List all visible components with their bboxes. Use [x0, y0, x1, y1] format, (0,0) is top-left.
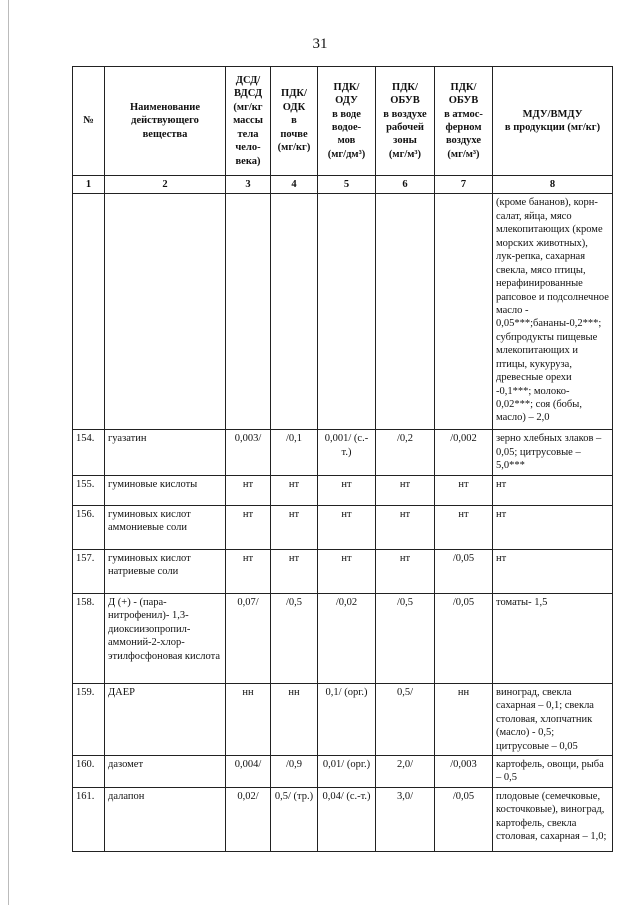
- header-pdk-water: [318, 67, 376, 176]
- header-line: водое-: [331, 122, 362, 133]
- page-edge-line: [8, 0, 9, 905]
- cell-name: гуминовых кислот натриевые соли: [105, 549, 226, 593]
- cell-air-work: /0,2: [376, 430, 435, 475]
- table-row: [73, 430, 613, 475]
- header-line: в воде: [332, 108, 361, 120]
- cell-name: ДАЕР: [105, 683, 226, 755]
- table-row: [73, 683, 613, 755]
- cell-num: 159.: [73, 683, 105, 755]
- header-line: ДСД/: [235, 74, 261, 86]
- cell-pdk-soil: /0,9: [271, 755, 318, 787]
- colnum: 2: [105, 176, 226, 194]
- cell-pdk-water: /0,02: [318, 593, 376, 683]
- table-row: [73, 549, 613, 593]
- cell-name: гуминовых кислот аммониевые соли: [105, 505, 226, 549]
- cell-num: 157.: [73, 549, 105, 593]
- cell-pdk-water: 0,1/ (орг.): [318, 683, 376, 755]
- cell-dsd: нн: [226, 683, 271, 755]
- cell-name: гуазатин: [105, 430, 226, 475]
- cell-num: 155.: [73, 475, 105, 505]
- table-row: [73, 787, 613, 851]
- cell-num: 160.: [73, 755, 105, 787]
- cell-air-work: нт: [376, 549, 435, 593]
- header-line: (мг/дм³): [327, 148, 366, 160]
- cell-name: гуминовые кислоты: [105, 475, 226, 505]
- cell-pdk-water: нт: [318, 505, 376, 549]
- cell-air-work: нт: [376, 475, 435, 505]
- cell-pdk-water: 0,001/ (с.-т.): [318, 430, 376, 475]
- cell-pdk-water: 0,01/ (орг.): [318, 755, 376, 787]
- header-line: Наименование: [130, 101, 200, 113]
- table-row: [73, 593, 613, 683]
- header-line: чело-: [235, 142, 261, 154]
- cell-num: 158.: [73, 593, 105, 683]
- cell-mdu: плодовые (семечковые, косточковые), виноград, картофель, свекла столовая, сахарная – 1,0;: [493, 787, 613, 851]
- cell-dsd: нт: [226, 549, 271, 593]
- cell-pdk-soil: [271, 194, 318, 430]
- header-line: массы: [233, 115, 263, 127]
- cell-mdu: виноград, свекла сахарная – 0,1; свекла столовая, хлопчатник (масло) - 0,5; цитрусовые – 0,05: [493, 683, 613, 755]
- cell-air-work: 0,5/: [376, 683, 435, 755]
- cell-dsd: нт: [226, 475, 271, 505]
- cell-mdu: томаты- 1,5: [493, 593, 613, 683]
- header-line: ОБУВ: [448, 95, 479, 107]
- cell-name: [105, 194, 226, 430]
- cell-num: 156.: [73, 505, 105, 549]
- header-pdk-soil: [271, 67, 318, 176]
- cell-name: дазомет: [105, 755, 226, 787]
- table-row: [73, 475, 613, 505]
- header-line: почве: [280, 128, 308, 140]
- header-line: века): [235, 155, 261, 167]
- colnum: 3: [226, 176, 271, 194]
- table-row: [73, 505, 613, 549]
- cell-name: далапон: [105, 787, 226, 851]
- header-line: (мг/м³): [447, 148, 480, 160]
- cell-air-atm: нт: [435, 475, 493, 505]
- substances-table: [72, 66, 613, 852]
- table-row: [73, 755, 613, 787]
- cell-air-work: 2,0/: [376, 755, 435, 787]
- header-line: зоны: [393, 135, 417, 147]
- cell-air-work: /0,5: [376, 593, 435, 683]
- header-line: в воздухе: [383, 108, 427, 120]
- cell-name: Д (+) - (пара-нитрофенил)- 1,3-диоксиизопропил-аммоний-2-хлор-этилфосфоновая кислота: [105, 593, 226, 683]
- cell-dsd: 0,003/: [226, 430, 271, 475]
- cell-mdu: (кроме бананов), корн-салат, яйца, мясо млекопитающих (кроме морских животных), лук-репка, сахарная свекла, мясо птицы, нерафинированные рапсовое и подсолнечное масло - 0,05***;бананы-0,2***; субпродукты пищевые млекопитающих и птицы, кукуруза, древесные орехи -0,1***; молоко- 0,02***; соя (бобы, масло) – 2,0: [493, 194, 613, 430]
- cell-mdu: картофель, овощи, рыба – 0,5: [493, 755, 613, 787]
- header-air-work: [376, 67, 435, 176]
- cell-pdk-soil: нн: [271, 683, 318, 755]
- cell-pdk-soil: нт: [271, 475, 318, 505]
- cell-pdk-soil: нт: [271, 505, 318, 549]
- colnum: 6: [376, 176, 435, 194]
- cell-num: 154.: [73, 430, 105, 475]
- cell-dsd: нт: [226, 505, 271, 549]
- colnum: 5: [318, 176, 376, 194]
- cell-dsd: [226, 194, 271, 430]
- page-number: 31: [312, 36, 328, 52]
- cell-air-atm: /0,05: [435, 593, 493, 683]
- colnum: 8: [493, 176, 613, 194]
- header-line: ОБУВ: [390, 95, 420, 107]
- header-line: (мг/кг): [277, 142, 311, 154]
- header-line: в продукции (мг/кг): [504, 122, 601, 133]
- header-line: (мг/кг: [233, 101, 263, 113]
- cell-air-atm: /0,002: [435, 430, 493, 475]
- column-number-row: [73, 176, 613, 194]
- header-line: вещества: [142, 128, 188, 140]
- header-line: МДУ/ВМДУ: [522, 108, 583, 120]
- cell-num: 161.: [73, 787, 105, 851]
- table-row: [73, 194, 613, 430]
- cell-air-work: [376, 194, 435, 430]
- cell-air-atm: [435, 194, 493, 430]
- cell-pdk-soil: 0,5/ (тр.): [271, 787, 318, 851]
- header-dsd: [226, 67, 271, 176]
- header-line: ПДК/: [392, 81, 418, 93]
- header-name: [105, 67, 226, 176]
- cell-pdk-soil: нт: [271, 549, 318, 593]
- cell-pdk-water: [318, 194, 376, 430]
- header-line: в: [291, 115, 297, 127]
- header-num: №: [73, 67, 105, 176]
- cell-dsd: 0,07/: [226, 593, 271, 683]
- header-line: действующего: [131, 115, 199, 127]
- cell-pdk-water: нт: [318, 475, 376, 505]
- header-line: тела: [237, 128, 259, 140]
- cell-pdk-soil: /0,5: [271, 593, 318, 683]
- colnum: 1: [73, 176, 105, 194]
- cell-air-atm: /0,05: [435, 549, 493, 593]
- cell-dsd: 0,02/: [226, 787, 271, 851]
- cell-pdk-water: 0,04/ (с.-т.): [318, 787, 376, 851]
- header-line: ферном: [445, 122, 482, 133]
- header-line: (мг/м³): [388, 148, 422, 160]
- cell-air-atm: /0,003: [435, 755, 493, 787]
- header-line: ОДК: [282, 101, 306, 113]
- cell-air-work: нт: [376, 505, 435, 549]
- header-air-atm: [435, 67, 493, 176]
- cell-mdu: зерно хлебных злаков – 0,05; цитрусовые – 5,0***: [493, 430, 613, 475]
- cell-num: [73, 194, 105, 430]
- colnum: 4: [271, 176, 318, 194]
- header-line: в атмос-: [444, 108, 483, 120]
- cell-air-atm: нт: [435, 505, 493, 549]
- cell-mdu: нт: [493, 475, 613, 505]
- header-mdu: [493, 67, 613, 176]
- header-line: воздухе: [445, 135, 482, 147]
- header-line: ПДК/: [333, 81, 360, 93]
- header-line: ОДУ: [335, 95, 358, 107]
- cell-mdu: нт: [493, 505, 613, 549]
- cell-air-work: 3,0/: [376, 787, 435, 851]
- header-line: ВДСД: [233, 88, 263, 100]
- cell-mdu: нт: [493, 549, 613, 593]
- colnum: 7: [435, 176, 493, 194]
- cell-dsd: 0,004/: [226, 755, 271, 787]
- header-line: рабочей: [386, 122, 424, 133]
- cell-pdk-water: нт: [318, 549, 376, 593]
- cell-air-atm: нн: [435, 683, 493, 755]
- header-line: ПДК/: [450, 81, 477, 93]
- header-line: мов: [337, 135, 356, 147]
- header-row: [73, 67, 613, 176]
- cell-air-atm: /0,05: [435, 787, 493, 851]
- header-line: ПДК/: [281, 88, 307, 100]
- cell-pdk-soil: /0,1: [271, 430, 318, 475]
